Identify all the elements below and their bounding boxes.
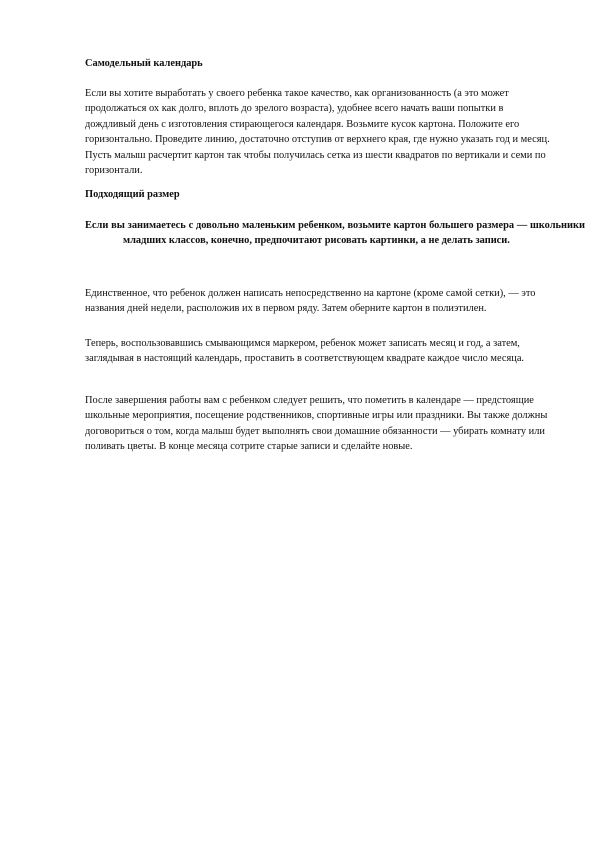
- size-note-paragraph: Если вы занимаетесь с довольно маленьким ребенком, возьмите картон большего размера — школьники младших классов, конечно, предпочитают рисовать картинки, а не делать записи.: [85, 220, 585, 247]
- finish-paragraph: После завершения работы вам с ребенком следует решить, что пометить в календаре — предстоящие школьные мероприятия, посещение родственников, спортивные игры или праздники. Вы также должны договориться о том, когда малыш будет выполнять свои домашние обязанности — убирать комнату или поливать цветы. В конце месяца сотрите старые записи и сделайте новые.: [85, 395, 548, 453]
- marker-paragraph: Теперь, воспользовавшись смывающимся маркером, ребенок может записать месяц и год, а затем, заглядывая в настоящий календарь, проставить в соответствующем квадрате каждое число месяца.: [85, 338, 525, 365]
- weekdays-paragraph: Единственное, что ребенок должен написать непосредственно на картоне (кроме самой сетки), — это названия дней недели, расположив их в первом ряду. Затем оберните картон в полиэтилен.: [85, 288, 536, 315]
- intro-paragraph: Если вы хотите выработать у своего ребенка такое качество, как организованность (а это может продолжаться ох как долго, вплоть до зрелого возраста), удобнее всего начать ваши попытки в дождливый день с изготовления стирающегося календаря. Возьмите кусок картона. Положите его горизонтально. Проведите линию, достаточно отступив от верхнего края, где нужно указать год и месяц. Пусть малыш расчертит картон так чтобы получилась сетка из шести квадратов по вертикали и семи по горизонтали.: [85, 88, 550, 177]
- section-heading: Подходящий размер: [85, 189, 180, 200]
- document-title: Самодельный календарь: [85, 58, 203, 69]
